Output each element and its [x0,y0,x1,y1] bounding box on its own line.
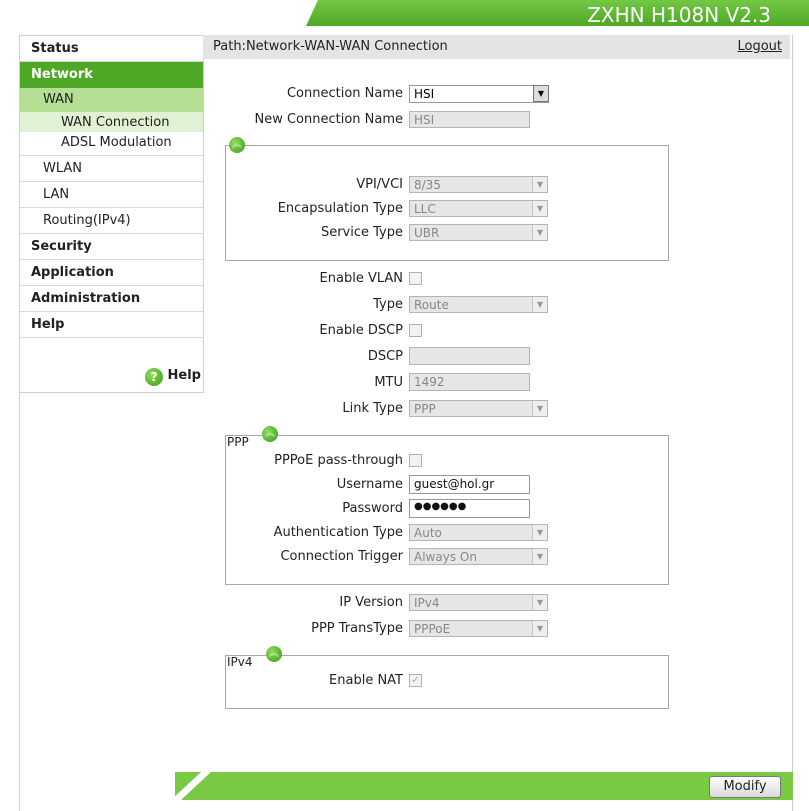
connection-name-label: Connection Name [286,86,403,101]
nav-item-label: Security [31,239,92,254]
chevron-down-icon: ▼ [532,201,547,216]
nav-item-label: Help [31,317,65,332]
ip-version-label: IP Version [339,595,403,610]
mtu-label: MTU [374,375,403,390]
ipv4-group-title: IPv4 [227,655,253,669]
nav-item-label: Application [31,265,114,280]
chevron-down-icon: ▼ [532,401,547,416]
collapse-icon[interactable]: ︽ [262,426,278,442]
left-navigation [19,35,204,393]
modify-button[interactable]: Modify [709,776,781,798]
chevron-down-icon: ▼ [532,621,547,636]
chevron-down-icon: ▼ [532,297,547,312]
nav-item-adsl-modulation[interactable] [20,132,203,156]
connection-trigger-value: Always On [414,550,477,564]
collapse-icon[interactable]: ︽ [229,137,245,153]
breadcrumb: Path:Network-WAN-WAN Connection [213,39,448,54]
encapsulation-select[interactable] [409,200,548,217]
ppp-group-title: PPP [227,435,249,449]
nav-item-label: Network [31,67,93,82]
footer-decoration [171,772,211,800]
chevron-down-icon: ▼ [532,525,547,540]
auth-type-value: Auto [414,526,442,540]
ip-version-value: IPv4 [414,596,440,610]
vpi-vci-value: 8/35 [414,178,441,192]
password-label: Password [342,501,403,516]
ip-version-select[interactable] [409,594,548,611]
nav-item-label: WLAN [43,161,83,176]
type-label: Type [373,297,403,312]
nav-item-label: Administration [31,291,141,306]
nav-item-network[interactable] [20,62,203,88]
nav-item-wlan[interactable] [20,156,203,182]
pppoe-passthrough-checkbox[interactable] [409,454,422,467]
help-link[interactable] [145,368,201,386]
chevron-down-icon: ▼ [532,549,547,564]
ppp-transtype-value: PPPoE [414,622,451,636]
top-banner [0,0,809,30]
type-select[interactable] [409,296,548,313]
enable-nat-checkbox[interactable]: ✓ [409,674,422,687]
logout-link[interactable]: Logout [737,39,782,54]
collapse-icon[interactable]: ︽ [266,646,282,662]
connection-trigger-label: Connection Trigger [280,549,403,564]
pppoe-passthrough-label: PPPoE pass-through [274,453,403,468]
nav-item-label: LAN [43,187,70,202]
link-type-label: Link Type [342,401,403,416]
new-connection-name-value: HSI [414,113,435,127]
connection-trigger-select[interactable] [409,548,548,565]
enable-dscp-label: Enable DSCP [319,323,403,338]
nav-item-status[interactable] [20,36,203,62]
nav-item-label: WAN [43,92,74,107]
connection-name-select[interactable] [409,85,549,103]
ppp-transtype-label: PPP TransType [311,621,403,636]
auth-type-label: Authentication Type [273,525,403,540]
vpi-vci-label: VPI/VCI [356,177,403,192]
enable-dscp-checkbox[interactable] [409,324,422,337]
username-input[interactable] [409,475,530,494]
nav-item-label: ADSL Modulation [61,135,172,150]
mtu-value: 1492 [414,375,445,389]
nav-item-application[interactable] [20,260,203,286]
dscp-label: DSCP [367,349,403,364]
service-type-value: UBR [414,226,440,240]
mtu-input[interactable] [409,373,530,391]
link-type-value: PPP [414,402,436,416]
password-input[interactable] [409,499,530,518]
dscp-input[interactable] [409,347,530,365]
right-border-line [792,35,793,811]
banner-white-cut [18,0,318,26]
username-label: Username [336,477,403,492]
vpi-vci-select[interactable] [409,176,548,193]
chevron-down-icon: ▼ [533,85,549,102]
nav-item-routing[interactable] [20,208,203,234]
enable-vlan-label: Enable VLAN [319,271,403,286]
chevron-down-icon: ▼ [532,177,547,192]
type-value: Route [414,298,449,312]
encapsulation-label: Encapsulation Type [277,201,403,216]
nav-item-wan[interactable] [20,88,203,112]
chevron-down-icon: ▼ [532,595,547,610]
enable-vlan-checkbox[interactable] [409,272,422,285]
nav-item-administration[interactable] [20,286,203,312]
nav-item-label: Routing(IPv4) [43,213,131,228]
nav-item-label: WAN Connection [61,115,170,130]
link-type-select[interactable] [409,400,548,417]
nav-item-lan[interactable] [20,182,203,208]
left-border-line [19,391,20,811]
nav-item-help[interactable] [20,312,203,338]
service-type-label: Service Type [320,225,403,240]
connection-name-value: HSI [414,87,435,101]
new-connection-name-input[interactable] [409,111,530,128]
ppp-transtype-select[interactable] [409,620,548,637]
help-link-label: Help [167,368,201,383]
password-value: ●●●●●● [414,501,467,512]
service-type-select[interactable] [409,224,548,241]
nav-item-security[interactable] [20,234,203,260]
auth-type-select[interactable] [409,524,548,541]
help-icon: ? [145,368,163,386]
path-bar [203,35,790,59]
footer-bar [175,772,793,800]
encapsulation-value: LLC [414,202,436,216]
enable-nat-label: Enable NAT [329,673,403,688]
nav-item-label: Status [31,41,79,56]
chevron-down-icon: ▼ [532,225,547,240]
username-value: guest@hol.gr [414,477,495,491]
device-model-title: ZXHN H108N V2.3 [587,3,771,27]
new-connection-name-label: New Connection Name [254,112,403,127]
nav-item-wan-connection[interactable] [20,112,203,132]
